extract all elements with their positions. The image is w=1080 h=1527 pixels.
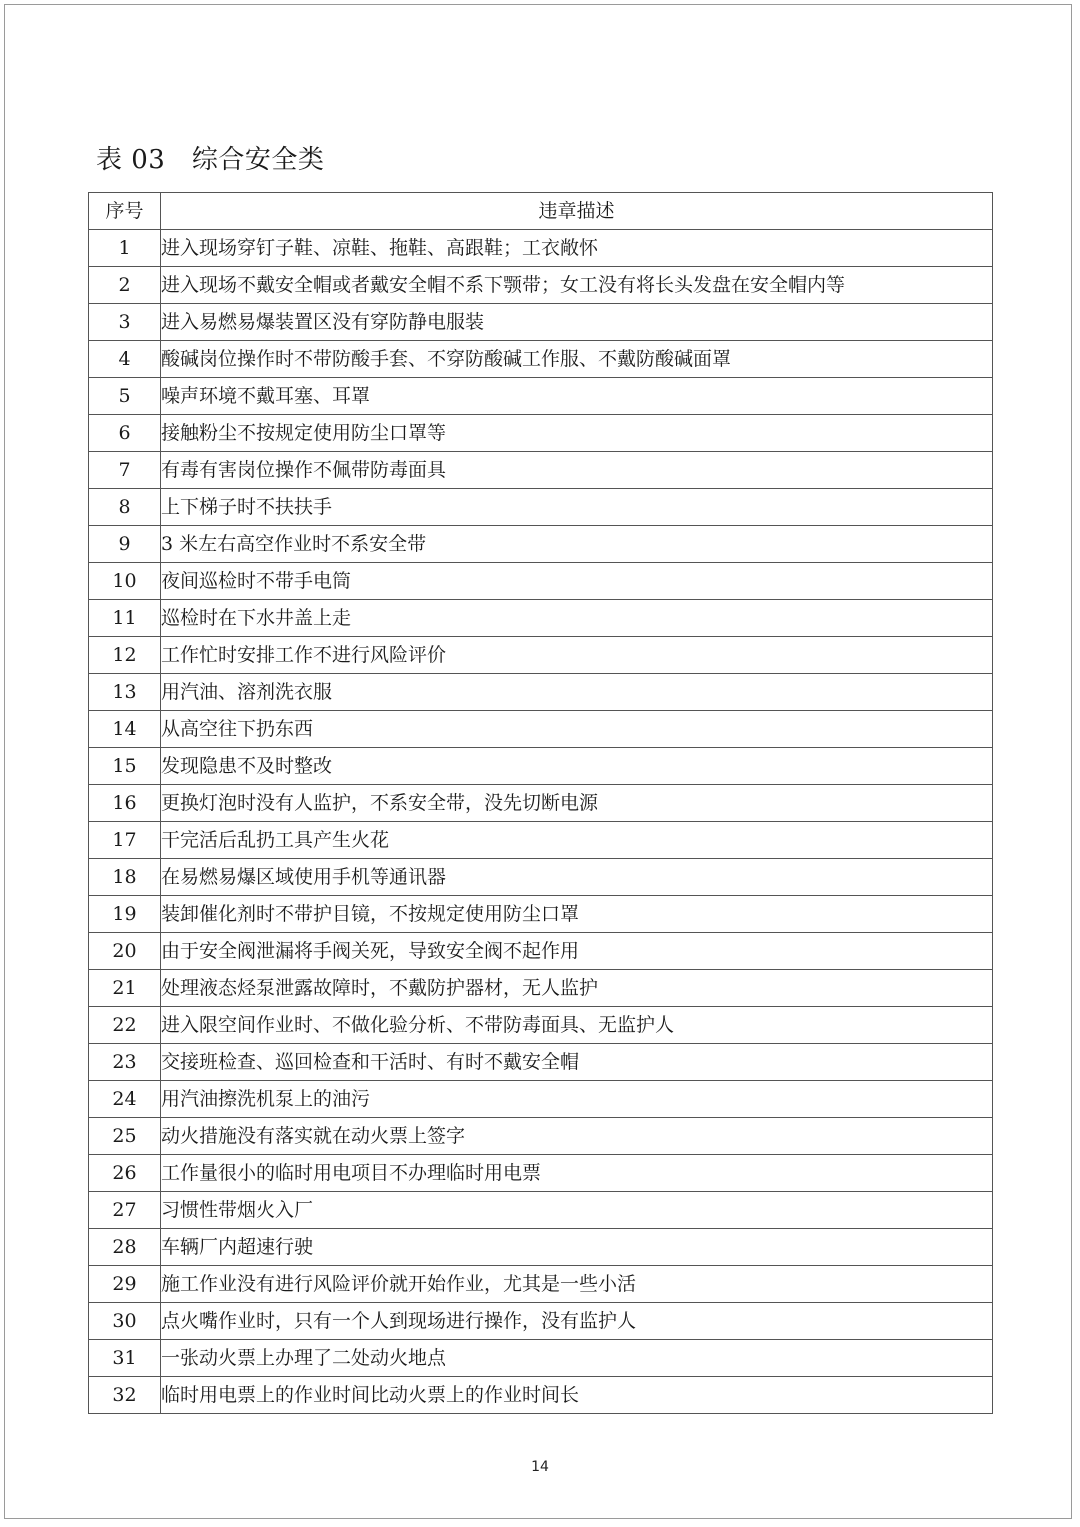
table-row [89,822,993,859]
row-number: 16 [89,785,161,822]
table-row [89,1192,993,1229]
table-row [89,1229,993,1266]
row-number: 25 [89,1118,161,1155]
table-row [89,859,993,896]
row-description: 施工作业没有进行风险评价就开始作业，尤其是一些小活 [161,1266,993,1303]
column-header-number: 序号 [89,193,161,230]
row-number: 8 [89,489,161,526]
row-description: 巡检时在下水井盖上走 [161,600,993,637]
row-number: 4 [89,341,161,378]
row-description: 用汽油、溶剂洗衣服 [161,674,993,711]
row-description: 装卸催化剂时不带护目镜，不按规定使用防尘口罩 [161,896,993,933]
row-number: 15 [89,748,161,785]
row-description: 处理液态烃泵泄露故障时，不戴防护器材，无人监护 [161,970,993,1007]
table-row [89,896,993,933]
table-row [89,1340,993,1377]
table-header-row [89,193,993,230]
row-number: 14 [89,711,161,748]
row-description: 一张动火票上办理了二处动火地点 [161,1340,993,1377]
row-description: 习惯性带烟火入厂 [161,1192,993,1229]
row-description: 发现隐患不及时整改 [161,748,993,785]
row-description: 3 米左右高空作业时不系安全带 [161,526,993,563]
table-row [89,1377,993,1414]
table-row [89,600,993,637]
table-row [89,304,993,341]
table-row [89,267,993,304]
table-row [89,1118,993,1155]
row-description: 动火措施没有落实就在动火票上签字 [161,1118,993,1155]
table-row [89,452,993,489]
column-header-description: 违章描述 [161,193,993,230]
row-description: 从高空往下扔东西 [161,711,993,748]
row-description: 干完活后乱扔工具产生火花 [161,822,993,859]
row-number: 9 [89,526,161,563]
table-row [89,378,993,415]
row-description: 由于安全阀泄漏将手阀关死，导致安全阀不起作用 [161,933,993,970]
row-description: 更换灯泡时没有人监护，不系安全带，没先切断电源 [161,785,993,822]
violations-table [88,192,993,1414]
row-number: 1 [89,230,161,267]
row-number: 21 [89,970,161,1007]
row-number: 6 [89,415,161,452]
table-row [89,1044,993,1081]
row-number: 2 [89,267,161,304]
row-number: 26 [89,1155,161,1192]
row-description: 进入易燃易爆装置区没有穿防静电服装 [161,304,993,341]
table-row [89,748,993,785]
table-row [89,1007,993,1044]
row-description: 临时用电票上的作业时间比动火票上的作业时间长 [161,1377,993,1414]
row-description: 有毒有害岗位操作不佩带防毒面具 [161,452,993,489]
row-description: 点火嘴作业时，只有一个人到现场进行操作，没有监护人 [161,1303,993,1340]
table-row [89,785,993,822]
row-number: 22 [89,1007,161,1044]
row-description: 工作忙时安排工作不进行风险评价 [161,637,993,674]
row-number: 11 [89,600,161,637]
row-description: 进入现场穿钉子鞋、凉鞋、拖鞋、高跟鞋；工衣敞怀 [161,230,993,267]
table-row [89,970,993,1007]
row-number: 27 [89,1192,161,1229]
row-description: 夜间巡检时不带手电筒 [161,563,993,600]
row-description: 噪声环境不戴耳塞、耳罩 [161,378,993,415]
page-number: 14 [531,1459,549,1475]
row-number: 18 [89,859,161,896]
table-row [89,711,993,748]
row-description: 酸碱岗位操作时不带防酸手套、不穿防酸碱工作服、不戴防酸碱面罩 [161,341,993,378]
row-number: 10 [89,563,161,600]
table-row [89,341,993,378]
table-row [89,563,993,600]
row-number: 31 [89,1340,161,1377]
row-number: 30 [89,1303,161,1340]
row-description: 工作量很小的临时用电项目不办理临时用电票 [161,1155,993,1192]
row-number: 5 [89,378,161,415]
table-row [89,1266,993,1303]
table-row [89,1155,993,1192]
row-number: 19 [89,896,161,933]
row-number: 12 [89,637,161,674]
row-description: 用汽油擦洗机泵上的油污 [161,1081,993,1118]
row-number: 17 [89,822,161,859]
table-row [89,933,993,970]
row-description: 上下梯子时不扶扶手 [161,489,993,526]
table-row [89,637,993,674]
row-description: 进入现场不戴安全帽或者戴安全帽不系下颚带；女工没有将长头发盘在安全帽内等 [161,267,993,304]
table-row [89,674,993,711]
row-number: 28 [89,1229,161,1266]
row-description: 车辆厂内超速行驶 [161,1229,993,1266]
row-number: 13 [89,674,161,711]
table-row [89,230,993,267]
row-description: 接触粉尘不按规定使用防尘口罩等 [161,415,993,452]
row-number: 23 [89,1044,161,1081]
table-row [89,415,993,452]
row-description: 在易燃易爆区域使用手机等通讯器 [161,859,993,896]
row-number: 7 [89,452,161,489]
table-row [89,1303,993,1340]
row-number: 24 [89,1081,161,1118]
table-title: 表 03 综合安全类 [96,145,325,175]
table-row [89,489,993,526]
row-description: 交接班检查、巡回检查和干活时、有时不戴安全帽 [161,1044,993,1081]
row-number: 20 [89,933,161,970]
table-body [89,230,993,1414]
table-row [89,1081,993,1118]
table-row [89,526,993,563]
row-number: 3 [89,304,161,341]
row-description: 进入限空间作业时、不做化验分析、不带防毒面具、无监护人 [161,1007,993,1044]
row-number: 32 [89,1377,161,1414]
row-number: 29 [89,1266,161,1303]
